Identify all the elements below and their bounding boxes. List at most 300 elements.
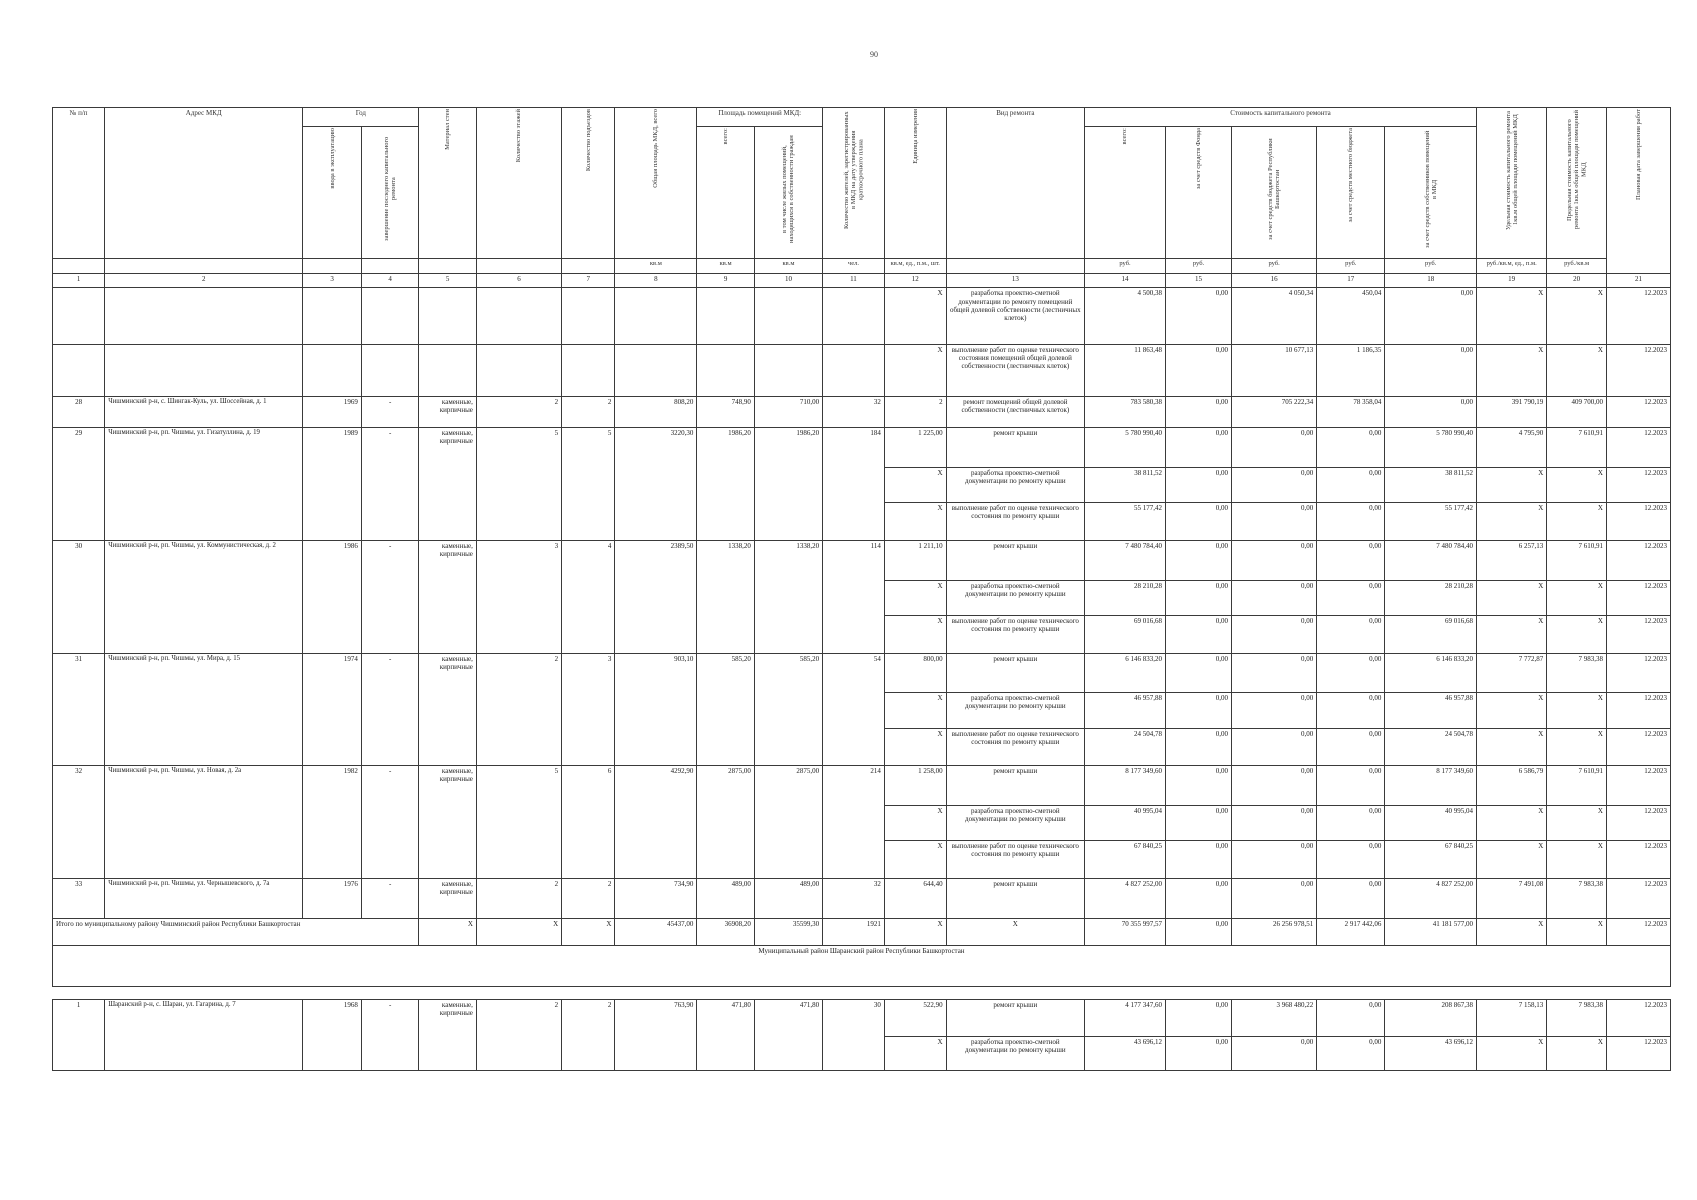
cell-unit: Х [884, 1037, 946, 1071]
cell-c20: Х [1547, 344, 1607, 396]
cell-c14: 55 177,42 [1085, 503, 1166, 541]
total-c18: 41 181 577,00 [1385, 918, 1477, 945]
hdr-cost-total: всего: [1121, 127, 1129, 145]
cell-address: Чишминский р-н, рп. Чишмы, ул. Гизатуллина, д. 19 [105, 428, 303, 541]
cell-premises-owned: 710,00 [754, 396, 822, 427]
cell-year-repair: - [361, 428, 419, 541]
cell-c17: 0,00 [1317, 503, 1385, 541]
hdr-year-commission: ввода в эксплуатацию [328, 127, 336, 189]
hdr-max-cost: Предельная стоимость капитального ремонта 1кв.м общей площади помещений МКД [1565, 110, 1588, 230]
cell-c15: 0,00 [1165, 1037, 1231, 1071]
hdr-deadline: Плановая дата завершения работ [1634, 109, 1642, 201]
cell-unit: Х [884, 344, 946, 396]
cell-num: 33 [53, 878, 105, 918]
cell-c21: 12.2023 [1606, 344, 1670, 396]
total-c16: 26 256 978,51 [1232, 918, 1317, 945]
cell-c16: 0,00 [1232, 580, 1317, 615]
total-c8: 45437,00 [615, 918, 697, 945]
cell-c14: 69 016,68 [1085, 616, 1166, 654]
cell-c20: Х [1547, 728, 1607, 766]
colnum: 4 [361, 273, 419, 288]
total-work: Х [946, 918, 1084, 945]
cell-c15: 0,00 [1165, 503, 1231, 541]
cell-c19: Х [1477, 288, 1547, 344]
cell-unit: 2 [884, 396, 946, 427]
colnum: 14 [1085, 273, 1166, 288]
cell-total-area: 903,10 [615, 653, 697, 766]
cell-c20: 7 983,38 [1547, 999, 1607, 1037]
total-c6: Х [476, 918, 561, 945]
cell-c19: Х [1477, 580, 1547, 615]
cell-premises-total: 471,80 [697, 999, 755, 1070]
cell-c17: 0,00 [1317, 728, 1385, 766]
hdr-cost-local: за счет средств местного бюджета [1347, 127, 1355, 223]
cell-work: разработка проектно-сметной документации по ремонту крыши [946, 805, 1084, 840]
total-c21: 12.2023 [1606, 918, 1670, 945]
cell-year-repair: - [361, 999, 419, 1070]
cell-entrances: 6 [562, 766, 615, 879]
colnum: 21 [1606, 273, 1670, 288]
header-row-1 [53, 108, 1671, 127]
cell-c19: Х [1477, 805, 1547, 840]
colnum: 16 [1232, 273, 1317, 288]
cell-c15: 0,00 [1165, 540, 1231, 580]
cell-c19: Х [1477, 467, 1547, 502]
cell-c20: Х [1547, 288, 1607, 344]
cell-work: ремонт крыши [946, 540, 1084, 580]
cell-c14: 4 500,38 [1085, 288, 1166, 344]
cell-premises-owned: 585,20 [754, 653, 822, 766]
cell-unit: Х [884, 841, 946, 879]
total-c19: Х [1477, 918, 1547, 945]
cell-c21: 12.2023 [1606, 540, 1670, 580]
cell-unit: 800,00 [884, 653, 946, 693]
cell-c21: 12.2023 [1606, 616, 1670, 654]
cell-c14: 6 146 833,20 [1085, 653, 1166, 693]
cell-c15: 0,00 [1165, 999, 1231, 1037]
cell-floors: 5 [476, 766, 561, 879]
cell-c16: 0,00 [1232, 467, 1317, 502]
cell-c14: 4 827 252,00 [1085, 878, 1166, 918]
cell-c14: 38 811,52 [1085, 467, 1166, 502]
hdr-floors: Количество этажей [515, 109, 523, 163]
column-number-row [53, 273, 1671, 288]
unit-9: кв.м [697, 259, 755, 274]
cell-address: Чишминский р-н, рп. Чишмы, ул. Новая, д. 2а [105, 766, 303, 879]
cell-c18: 4 827 252,00 [1385, 878, 1477, 918]
cell-year-repair: - [361, 878, 419, 918]
cell-c19: Х [1477, 841, 1547, 879]
cell-c16: 0,00 [1232, 616, 1317, 654]
total-c5: Х [419, 918, 477, 945]
cell-c18: 8 177 349,60 [1385, 766, 1477, 806]
cell-c19: Х [1477, 616, 1547, 654]
cell-c14: 67 840,25 [1085, 841, 1166, 879]
cell-c17: 0,00 [1317, 805, 1385, 840]
cell-c14: 8 177 349,60 [1085, 766, 1166, 806]
cell-unit: 1 211,10 [884, 540, 946, 580]
cell-c18: 0,00 [1385, 344, 1477, 396]
colnum: 5 [419, 273, 477, 288]
cell-c14: 46 957,88 [1085, 693, 1166, 728]
total-c15: 0,00 [1165, 918, 1231, 945]
cell-c15: 0,00 [1165, 841, 1231, 879]
cell-c20: 7 983,38 [1547, 653, 1607, 693]
cell-c19: Х [1477, 1037, 1547, 1071]
hdr-year-last-repair: завершение последнего капитального ремонта [383, 136, 398, 241]
unit-17: руб. [1317, 259, 1385, 274]
cell-premises-owned: 2875,00 [754, 766, 822, 879]
unit-18: руб. [1385, 259, 1477, 274]
cell-year-repair: - [361, 653, 419, 766]
cell-c18: 38 811,52 [1385, 467, 1477, 502]
cell-c21: 12.2023 [1606, 841, 1670, 879]
cell-num: 1 [53, 999, 105, 1070]
cell-c15: 0,00 [1165, 728, 1231, 766]
colnum: 10 [754, 273, 822, 288]
hdr-cost-republic: за счет средств бюджета Республики Башкортостан [1266, 137, 1282, 240]
cell-c14: 43 696,12 [1085, 1037, 1166, 1071]
total-c14: 70 355 997,57 [1085, 918, 1166, 945]
cell-work: разработка проектно-сметной документации по ремонту крыши [946, 580, 1084, 615]
cell-premises-total: 585,20 [697, 653, 755, 766]
cell-c20: Х [1547, 503, 1607, 541]
cell-c20: Х [1547, 805, 1607, 840]
cell-c19: Х [1477, 728, 1547, 766]
hdr-address: Адрес МКД [105, 108, 303, 259]
cell-residents: 30 [823, 999, 885, 1070]
cell-c21: 12.2023 [1606, 1037, 1670, 1071]
cell-floors: 3 [476, 540, 561, 653]
cell-c14: 28 210,28 [1085, 580, 1166, 615]
cell-c20: 7 610,91 [1547, 428, 1607, 468]
cell-year-repair: - [361, 540, 419, 653]
cell-residents: 184 [823, 428, 885, 541]
cell-year-commission: 1968 [303, 999, 362, 1070]
cell-c16: 0,00 [1232, 503, 1317, 541]
unit-19: руб./кв.м, ед., п.м. [1477, 259, 1547, 274]
cell-residents: 54 [823, 653, 885, 766]
cell-premises-total: 748,90 [697, 396, 755, 427]
cell-c21: 12.2023 [1606, 396, 1670, 427]
cell-c15: 0,00 [1165, 580, 1231, 615]
cell-work: выполнение работ по оценке технического состояния по ремонту крыши [946, 616, 1084, 654]
colnum: 12 [884, 273, 946, 288]
cell-entrances: 3 [562, 653, 615, 766]
colnum: 15 [1165, 273, 1231, 288]
cell-unit: 644,40 [884, 878, 946, 918]
cell-c14: 40 995,04 [1085, 805, 1166, 840]
table-row [53, 396, 1671, 427]
colnum: 20 [1547, 273, 1607, 288]
cell-c17: 0,00 [1317, 653, 1385, 693]
total-row [53, 918, 1671, 945]
cell-unit: Х [884, 288, 946, 344]
cell-c17: 0,00 [1317, 693, 1385, 728]
cell-num: 31 [53, 653, 105, 766]
cell-c19: Х [1477, 693, 1547, 728]
cell-c16: 0,00 [1232, 653, 1317, 693]
page-number: 90 [870, 50, 878, 59]
cell-c17: 78 358,04 [1317, 396, 1385, 427]
total-label: Итого по муниципальному району Чишминский район Республики Башкортостан [53, 918, 419, 945]
cell-c16: 705 222,34 [1232, 396, 1317, 427]
colnum: 19 [1477, 273, 1547, 288]
cell-floors: 2 [476, 653, 561, 766]
cell-c14: 7 480 784,40 [1085, 540, 1166, 580]
cell-address: Шаранский р-н, с. Шаран, ул. Гагарина, д. 7 [105, 999, 303, 1070]
cell-work: выполнение работ по оценке технического состояния помещений общей долевой собственности (лестничных клеток) [946, 344, 1084, 396]
cell-c15: 0,00 [1165, 467, 1231, 502]
cell-c18: 0,00 [1385, 396, 1477, 427]
colnum: 7 [562, 273, 615, 288]
total-unit: Х [884, 918, 946, 945]
cell-c15: 0,00 [1165, 344, 1231, 396]
cell-c20: 7 983,38 [1547, 878, 1607, 918]
cell-entrances: 5 [562, 428, 615, 541]
cell-num: 32 [53, 766, 105, 879]
hdr-specific-cost: Удельная стоимость капитального ремонта 1кв.м общей площади помещений МКД [1504, 110, 1519, 230]
cell-c19: 7 158,13 [1477, 999, 1547, 1037]
cell-premises-owned: 1986,20 [754, 428, 822, 541]
cell-c20: 7 610,91 [1547, 766, 1607, 806]
cell-material: каменные, кирпичные [419, 766, 477, 879]
cell-c17: 0,00 [1317, 841, 1385, 879]
unit-15: руб. [1165, 259, 1231, 274]
cell-c20: Х [1547, 580, 1607, 615]
cell-c16: 0,00 [1232, 728, 1317, 766]
cell-c21: 12.2023 [1606, 999, 1670, 1037]
hdr-work-type: Вид ремонта [946, 108, 1084, 259]
cell-work: ремонт крыши [946, 428, 1084, 468]
spacer-row [53, 987, 1671, 1000]
cell-c17: 450,04 [1317, 288, 1385, 344]
cell-material: каменные, кирпичные [419, 428, 477, 541]
unit-10: кв.м [754, 259, 822, 274]
cell-c17: 0,00 [1317, 540, 1385, 580]
unit-14: руб. [1085, 259, 1166, 274]
cell-c15: 0,00 [1165, 805, 1231, 840]
cell-total-area: 2389,50 [615, 540, 697, 653]
cell-c18: 67 840,25 [1385, 841, 1477, 879]
cell-c19: Х [1477, 344, 1547, 396]
cell-c18: 46 957,88 [1385, 693, 1477, 728]
cell-c16: 0,00 [1232, 428, 1317, 468]
cell-c17: 1 186,35 [1317, 344, 1385, 396]
cell-c17: 0,00 [1317, 766, 1385, 806]
cell-c16: 0,00 [1232, 878, 1317, 918]
cell-c21: 12.2023 [1606, 805, 1670, 840]
colnum: 8 [615, 273, 697, 288]
cell-c20: Х [1547, 616, 1607, 654]
cell-work: выполнение работ по оценке технического состояния по ремонту крыши [946, 728, 1084, 766]
cell-c20: Х [1547, 693, 1607, 728]
cell-c16: 0,00 [1232, 766, 1317, 806]
cell-c16: 0,00 [1232, 805, 1317, 840]
cell-c19: 4 795,90 [1477, 428, 1547, 468]
cell-year-commission: 1976 [303, 878, 362, 918]
cell-material: каменные, кирпичные [419, 396, 477, 427]
cell-entrances: 2 [562, 999, 615, 1070]
colnum: 13 [946, 273, 1084, 288]
cell-unit: 1 225,00 [884, 428, 946, 468]
cell-year-repair: - [361, 396, 419, 427]
colnum: 18 [1385, 273, 1477, 288]
cell-c21: 12.2023 [1606, 428, 1670, 468]
cell-c21: 12.2023 [1606, 288, 1670, 344]
total-c7: Х [562, 918, 615, 945]
total-c10: 35599,30 [754, 918, 822, 945]
hdr-cost-fund: за счет средств Фонда [1194, 127, 1202, 189]
cell-unit: Х [884, 580, 946, 615]
unit-16: руб. [1232, 259, 1317, 274]
cell-unit: Х [884, 728, 946, 766]
cell-premises-total: 1338,20 [697, 540, 755, 653]
cell-num: 29 [53, 428, 105, 541]
cell-total-area: 3220,30 [615, 428, 697, 541]
cell-c21: 12.2023 [1606, 580, 1670, 615]
table-row [53, 428, 1671, 468]
cell-c20: Х [1547, 841, 1607, 879]
cell-c18: 5 780 990,40 [1385, 428, 1477, 468]
cell-year-commission: 1974 [303, 653, 362, 766]
cell-total-area: 763,90 [615, 999, 697, 1070]
colnum: 2 [105, 273, 303, 288]
total-c9: 36908,20 [697, 918, 755, 945]
cell-c21: 12.2023 [1606, 766, 1670, 806]
cell-work: разработка проектно-сметной документации по ремонту крыши [946, 693, 1084, 728]
cell-unit: Х [884, 693, 946, 728]
cell-floors: 2 [476, 396, 561, 427]
cell-address: Чишминский р-н, рп. Чишмы, ул. Чернышевского, д. 7а [105, 878, 303, 918]
cell-c19: 7 772,87 [1477, 653, 1547, 693]
hdr-cost-owners: за счет средств собственников помещений в МКД [1423, 130, 1438, 248]
unit-20: руб./кв.м [1547, 259, 1607, 274]
cell-c17: 0,00 [1317, 1037, 1385, 1071]
cell-c15: 0,00 [1165, 766, 1231, 806]
cell-unit: Х [884, 503, 946, 541]
cell-c18: 208 867,38 [1385, 999, 1477, 1037]
cell-c17: 0,00 [1317, 428, 1385, 468]
cell-address: Чишминский р-н, рп. Чишмы, ул. Мира, д. 15 [105, 653, 303, 766]
cell-work: разработка проектно-сметной документации по ремонту крыши [946, 467, 1084, 502]
hdr-wall-material: Материал стен [444, 109, 452, 150]
cell-c19: Х [1477, 503, 1547, 541]
colnum: 9 [697, 273, 755, 288]
table-row [53, 653, 1671, 693]
cell-c16: 3 968 480,22 [1232, 999, 1317, 1037]
cell-work: ремонт крыши [946, 766, 1084, 806]
cell-work: выполнение работ по оценке технического состояния по ремонту крыши [946, 503, 1084, 541]
cell-address: Чишминский р-н, рп. Чишмы, ул. Коммунистическая, д. 2 [105, 540, 303, 653]
cell-year-commission: 1989 [303, 428, 362, 541]
cell-residents: 114 [823, 540, 885, 653]
cell-work: ремонт крыши [946, 878, 1084, 918]
cell-c21: 12.2023 [1606, 693, 1670, 728]
cell-c16: 10 677,13 [1232, 344, 1317, 396]
cell-c15: 0,00 [1165, 693, 1231, 728]
cell-residents: 214 [823, 766, 885, 879]
cell-work: ремонт помещений общей долевой собственности (лестничных клеток) [946, 396, 1084, 427]
cell-unit: Х [884, 805, 946, 840]
cell-c16: 0,00 [1232, 540, 1317, 580]
cell-entrances: 2 [562, 396, 615, 427]
cell-c17: 0,00 [1317, 878, 1385, 918]
cell-entrances: 4 [562, 540, 615, 653]
total-c17: 2 917 442,06 [1317, 918, 1385, 945]
cell-floors: 5 [476, 428, 561, 541]
district-title: Муниципальный район Шаранский район Республики Башкортостан [53, 945, 1671, 987]
cell-c16: 0,00 [1232, 841, 1317, 879]
cell-c17: 0,00 [1317, 580, 1385, 615]
unit-11: чел. [823, 259, 885, 274]
cell-num: 28 [53, 396, 105, 427]
cell-c14: 11 863,48 [1085, 344, 1166, 396]
hdr-premises-total: всего: [722, 127, 730, 145]
district-row [53, 945, 1671, 987]
cell-c20: Х [1547, 1037, 1607, 1071]
cell-material: каменные, кирпичные [419, 878, 477, 918]
cell-premises-owned: 1338,20 [754, 540, 822, 653]
cell-c19: 391 790,19 [1477, 396, 1547, 427]
cell-year-commission: 1969 [303, 396, 362, 427]
cell-c18: 69 016,68 [1385, 616, 1477, 654]
cell-c20: 7 610,91 [1547, 540, 1607, 580]
cell-material: каменные, кирпичные [419, 999, 477, 1070]
cell-c18: 28 210,28 [1385, 580, 1477, 615]
cell-c15: 0,00 [1165, 288, 1231, 344]
cell-c21: 12.2023 [1606, 467, 1670, 502]
cell-address: Чишминский р-н, с. Шингак-Куль, ул. Шоссейная, д. 1 [105, 396, 303, 427]
table-row [53, 540, 1671, 580]
repair-plan-table [52, 107, 1671, 1071]
cell-total-area: 808,20 [615, 396, 697, 427]
cell-premises-owned: 489,00 [754, 878, 822, 918]
cell-floors: 2 [476, 999, 561, 1070]
cell-year-repair: - [361, 766, 419, 879]
cell-unit: 1 258,00 [884, 766, 946, 806]
cell-c18: 0,00 [1385, 288, 1477, 344]
cell-year-commission: 1986 [303, 540, 362, 653]
cell-c15: 0,00 [1165, 396, 1231, 427]
cell-c18: 43 696,12 [1385, 1037, 1477, 1071]
cell-num: 30 [53, 540, 105, 653]
cell-c18: 40 995,04 [1385, 805, 1477, 840]
total-c20: Х [1547, 918, 1607, 945]
cell-c19: 6 257,13 [1477, 540, 1547, 580]
cell-premises-owned: 471,80 [754, 999, 822, 1070]
colnum: 11 [823, 273, 885, 288]
unit-12: кв.м, ед., п.м., шт. [884, 259, 946, 274]
hdr-entrances: Количество подъездов [584, 109, 592, 172]
cell-c18: 24 504,78 [1385, 728, 1477, 766]
table-row [53, 999, 1671, 1037]
hdr-premises-group: Площадь помещений МКД: [697, 108, 823, 127]
table-row [53, 288, 1671, 344]
hdr-cost-group: Стоимость капитального ремонта [1085, 108, 1477, 127]
hdr-residents: Количество жителей, зарегистрированных в МКД на дату утверждения краткосрочного плана [842, 111, 865, 229]
cell-c20: Х [1547, 467, 1607, 502]
colnum: 6 [476, 273, 561, 288]
hdr-year-group: Год [303, 108, 419, 127]
cell-year-commission: 1982 [303, 766, 362, 879]
cell-residents: 32 [823, 878, 885, 918]
cell-c18: 55 177,42 [1385, 503, 1477, 541]
table-row [53, 878, 1671, 918]
cell-unit: 522,90 [884, 999, 946, 1037]
cell-premises-total: 2875,00 [697, 766, 755, 879]
cell-material: каменные, кирпичные [419, 653, 477, 766]
